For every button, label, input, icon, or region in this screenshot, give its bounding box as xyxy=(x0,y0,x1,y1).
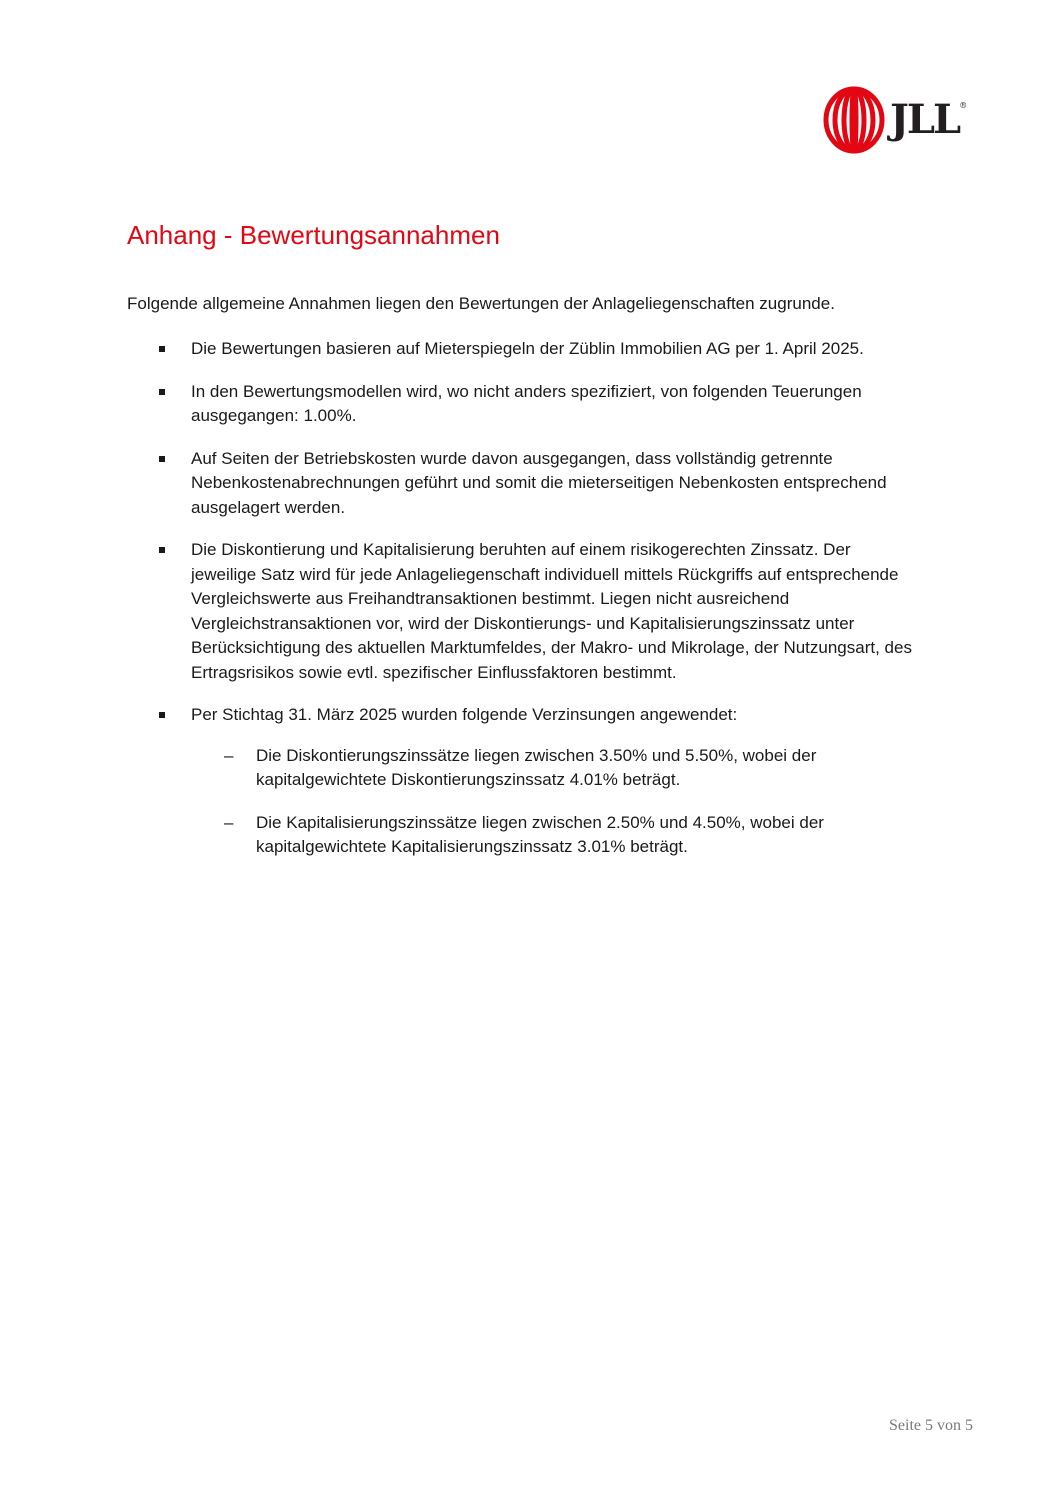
bullet-icon xyxy=(159,712,165,718)
list-item-rent-rolls xyxy=(127,337,977,362)
item-text: Vergleichswerte aus Freihandtransaktionen bestimmt. Liegen nicht ausreichend xyxy=(191,589,790,608)
page-number: Seite 5 von 5 xyxy=(889,1417,973,1434)
subitem-text: kapitalgewichtete Diskontierungszinssatz 4.01% beträgt. xyxy=(256,770,681,789)
assumptions-list xyxy=(127,337,977,878)
bullet-icon xyxy=(159,346,165,352)
subitem-text: Die Diskontierungszinssätze liegen zwischen 3.50% und 5.50%, wobei der xyxy=(256,745,817,765)
page-title: Anhang - Bewertungsannahmen xyxy=(127,220,500,250)
item-text: Vergleichstransaktionen vor, wird der Diskontierungs- und Kapitalisierungszinssatz unter xyxy=(191,613,855,633)
jll-logo xyxy=(822,86,968,154)
dash-icon: – xyxy=(224,812,234,832)
logo-text: JLL xyxy=(890,96,960,143)
item-text: Berücksichtigung des aktuellen Marktumfeldes, der Makro- und Mikrolage, der Nutzungsart, des xyxy=(191,638,912,657)
list-item-operating-costs xyxy=(127,447,977,521)
item-text: Ertragsrisikos sowie evtl. spezifischer Einflussfaktoren bestimmt. xyxy=(191,662,677,682)
intro-paragraph: Folgende allgemeine Annahmen liegen den Bewertungen der Anlageliegenschaften zugrunde. xyxy=(127,294,835,313)
interest-rates-sublist xyxy=(191,744,977,860)
sublist-item-cap-rate xyxy=(191,811,977,860)
logo-wordmark xyxy=(890,96,968,143)
item-text: jeweilige Satz wird für jede Anlageliegenschaft individuell mittels Rückgriffs auf entsprechende xyxy=(191,564,899,584)
subitem-text: kapitalgewichtete Kapitalisierungszinssatz 3.01% beträgt. xyxy=(256,837,688,856)
item-text: ausgelagert werden. xyxy=(191,497,346,517)
item-text: Die Bewertungen basieren auf Mieterspiegeln der Züblin Immobilien AG per 1. April 2025. xyxy=(191,339,864,358)
item-text: Nebenkostenabrechnungen geführt und somit die mieterseitigen Nebenkosten entsprechend xyxy=(191,473,887,492)
item-text: Per Stichtag 31. März 2025 wurden folgende Verzinsungen angewendet: xyxy=(191,705,738,724)
item-text: Auf Seiten der Betriebskosten wurde davon ausgegangen, dass vollständig getrennte xyxy=(191,448,833,468)
registered-mark: ® xyxy=(959,101,968,110)
bullet-icon xyxy=(159,547,165,553)
list-item-discounting xyxy=(127,538,977,685)
dash-icon: – xyxy=(224,745,234,765)
subitem-text: Die Kapitalisierungszinssätze liegen zwischen 2.50% und 4.50%, wobei der xyxy=(256,812,824,832)
sublist-item-discount-rate xyxy=(191,744,977,793)
jll-helix-icon xyxy=(822,86,886,154)
bullet-icon xyxy=(159,456,165,462)
item-text: In den Bewertungsmodellen wird, wo nicht anders spezifiziert, von folgenden Teuerungen xyxy=(191,381,862,401)
item-text: ausgegangen: 1.00%. xyxy=(191,406,357,425)
list-item-inflation xyxy=(127,380,977,429)
item-text: Die Diskontierung und Kapitalisierung beruhten auf einem risikogerechten Zinssatz. Der xyxy=(191,540,851,559)
bullet-icon xyxy=(159,389,165,395)
list-item-interest-rates xyxy=(127,703,977,860)
